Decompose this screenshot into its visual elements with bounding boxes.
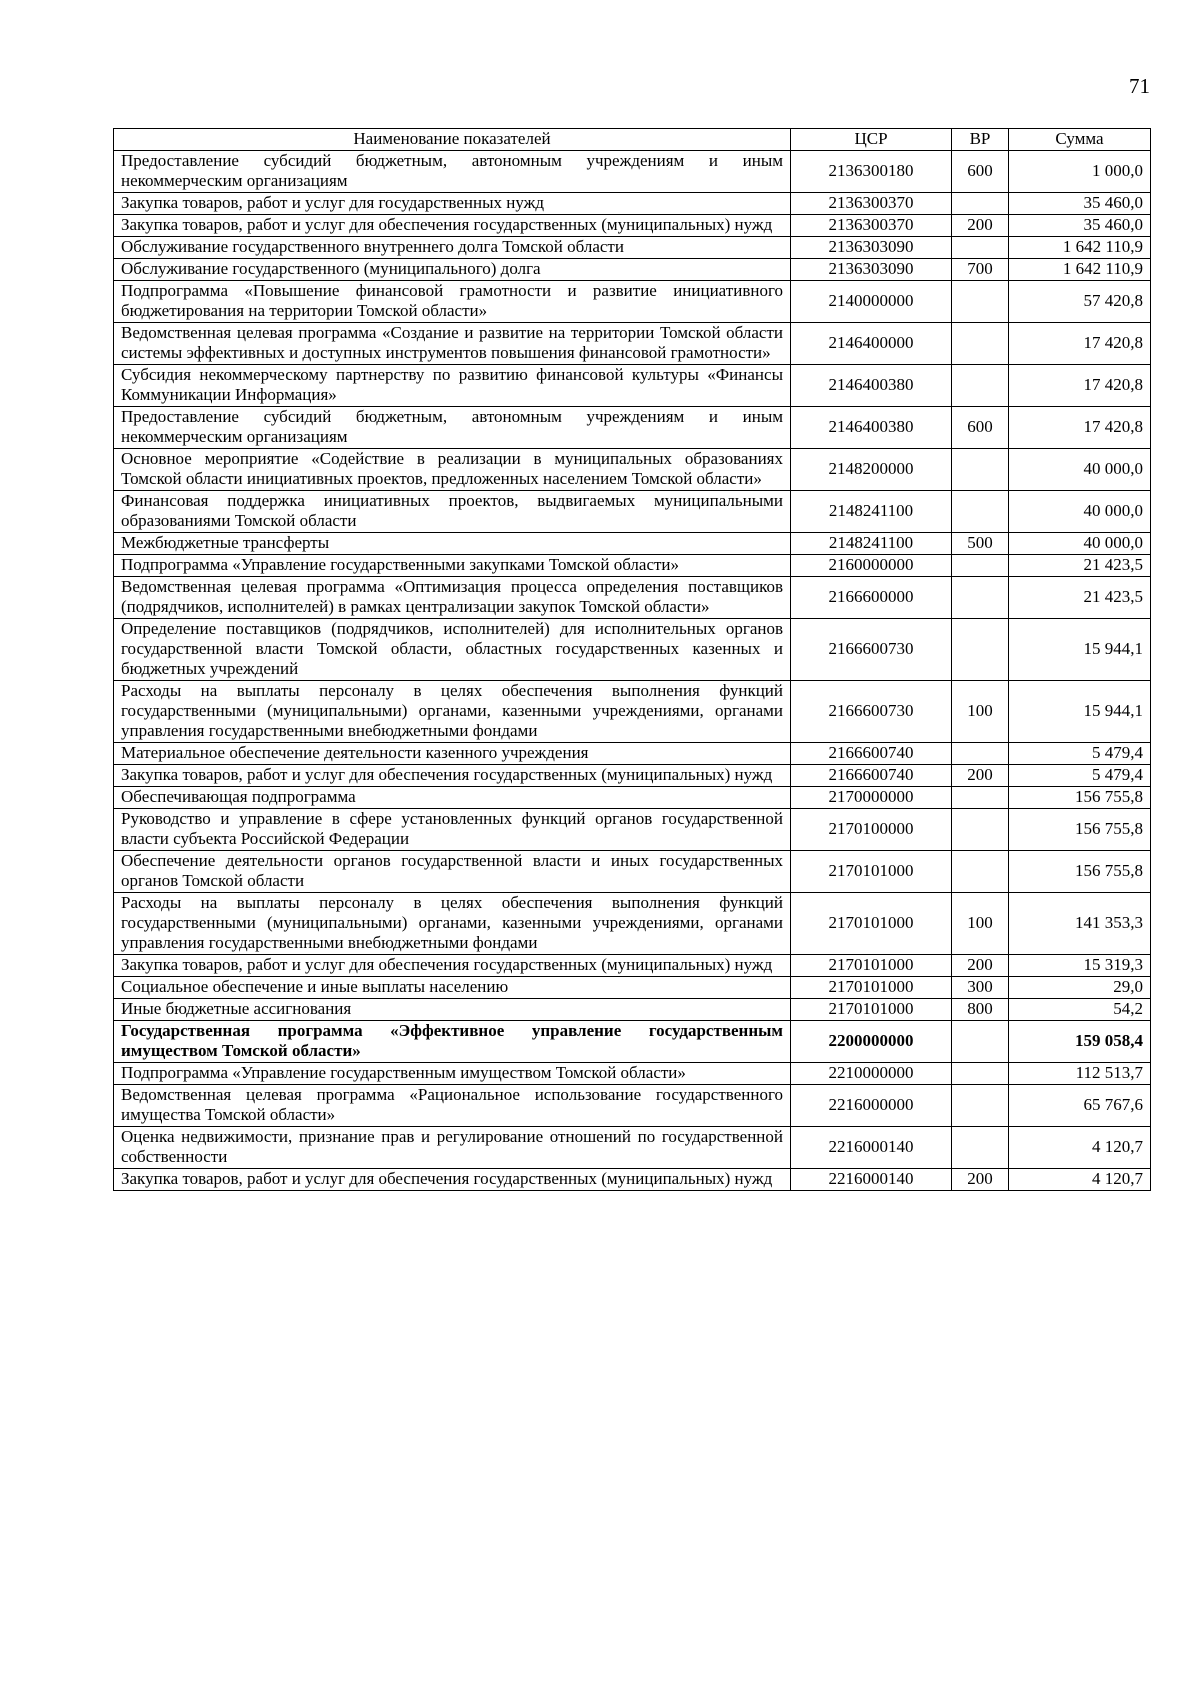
- name-cell: Предоставление субсидий бюджетным, автономным учреждениям и иным некоммерческим организациям: [114, 407, 791, 449]
- table-row: [114, 555, 1151, 577]
- table-row: [114, 619, 1151, 681]
- vr-cell: 800: [952, 999, 1009, 1021]
- sum-cell: 40 000,0: [1009, 533, 1151, 555]
- name-cell: Государственная программа «Эффективное управление государственным имуществом Томской области»: [114, 1021, 791, 1063]
- sum-cell: 159 058,4: [1009, 1021, 1151, 1063]
- csr-cell: 2166600000: [791, 577, 952, 619]
- sum-cell: 1 000,0: [1009, 151, 1151, 193]
- name-cell: Оценка недвижимости, признание прав и регулирование отношений по государственной собственности: [114, 1127, 791, 1169]
- table-row: [114, 1063, 1151, 1085]
- vr-cell: [952, 237, 1009, 259]
- table-row: [114, 215, 1151, 237]
- sum-cell: 1 642 110,9: [1009, 259, 1151, 281]
- vr-cell: 200: [952, 1169, 1009, 1191]
- vr-cell: 100: [952, 681, 1009, 743]
- vr-cell: [952, 323, 1009, 365]
- table-row: [114, 977, 1151, 999]
- csr-cell: 2136300370: [791, 215, 952, 237]
- sum-cell: 15 944,1: [1009, 619, 1151, 681]
- table-row: [114, 681, 1151, 743]
- name-cell: Обеспечивающая подпрограмма: [114, 787, 791, 809]
- sum-cell: 5 479,4: [1009, 765, 1151, 787]
- sum-cell: 17 420,8: [1009, 407, 1151, 449]
- name-cell: Межбюджетные трансферты: [114, 533, 791, 555]
- name-cell: Социальное обеспечение и иные выплаты населению: [114, 977, 791, 999]
- csr-cell: 2136300370: [791, 193, 952, 215]
- sum-cell: 17 420,8: [1009, 323, 1151, 365]
- name-cell: Иные бюджетные ассигнования: [114, 999, 791, 1021]
- csr-cell: 2170000000: [791, 787, 952, 809]
- name-cell: Определение поставщиков (подрядчиков, исполнителей) для исполнительных органов государственной власти Томской области, областных государственных казенных и бюджетных учреждений: [114, 619, 791, 681]
- csr-cell: 2170101000: [791, 999, 952, 1021]
- csr-cell: 2166600740: [791, 765, 952, 787]
- sum-cell: 40 000,0: [1009, 491, 1151, 533]
- name-cell: Ведомственная целевая программа «Создание и развитие на территории Томской области системы эффективных и доступных инструментов повышения финансовой грамотности»: [114, 323, 791, 365]
- sum-cell: 1 642 110,9: [1009, 237, 1151, 259]
- csr-cell: 2166600740: [791, 743, 952, 765]
- csr-cell: 2170101000: [791, 977, 952, 999]
- vr-cell: [952, 555, 1009, 577]
- sum-cell: 112 513,7: [1009, 1063, 1151, 1085]
- sum-cell: 5 479,4: [1009, 743, 1151, 765]
- header-row: [114, 129, 1151, 151]
- table-row: [114, 1021, 1151, 1063]
- csr-cell: 2148200000: [791, 449, 952, 491]
- table-row: [114, 323, 1151, 365]
- sum-cell: 40 000,0: [1009, 449, 1151, 491]
- name-cell: Субсидия некоммерческому партнерству по развитию финансовой культуры «Финансы Коммуникации Информация»: [114, 365, 791, 407]
- csr-cell: 2170100000: [791, 809, 952, 851]
- vr-cell: [952, 577, 1009, 619]
- csr-cell: 2200000000: [791, 1021, 952, 1063]
- sum-cell: 156 755,8: [1009, 851, 1151, 893]
- header-csr: ЦСР: [791, 129, 952, 151]
- sum-cell: 4 120,7: [1009, 1127, 1151, 1169]
- vr-cell: [952, 1021, 1009, 1063]
- name-cell: Финансовая поддержка инициативных проектов, выдвигаемых муниципальными образованиями Томской области: [114, 491, 791, 533]
- csr-cell: 2146400000: [791, 323, 952, 365]
- csr-cell: 2146400380: [791, 407, 952, 449]
- table-row: [114, 193, 1151, 215]
- table-row: [114, 237, 1151, 259]
- name-cell: Закупка товаров, работ и услуг для обеспечения государственных (муниципальных) нужд: [114, 955, 791, 977]
- csr-cell: 2148241100: [791, 533, 952, 555]
- table-row: [114, 851, 1151, 893]
- name-cell: Обслуживание государственного (муниципального) долга: [114, 259, 791, 281]
- sum-cell: 141 353,3: [1009, 893, 1151, 955]
- table-body: [114, 151, 1151, 1191]
- csr-cell: 2160000000: [791, 555, 952, 577]
- vr-cell: [952, 743, 1009, 765]
- sum-cell: 156 755,8: [1009, 809, 1151, 851]
- table-row: [114, 893, 1151, 955]
- header-vr: ВР: [952, 129, 1009, 151]
- vr-cell: [952, 809, 1009, 851]
- csr-cell: 2146400380: [791, 365, 952, 407]
- sum-cell: 21 423,5: [1009, 577, 1151, 619]
- table-row: [114, 407, 1151, 449]
- vr-cell: 200: [952, 215, 1009, 237]
- name-cell: Подпрограмма «Управление государственным имуществом Томской области»: [114, 1063, 791, 1085]
- csr-cell: 2136300180: [791, 151, 952, 193]
- name-cell: Основное мероприятие «Содействие в реализации в муниципальных образованиях Томской области инициативных проектов, предложенных населением Томской области»: [114, 449, 791, 491]
- sum-cell: 29,0: [1009, 977, 1151, 999]
- table-row: [114, 787, 1151, 809]
- table-row: [114, 491, 1151, 533]
- table-row: [114, 743, 1151, 765]
- csr-cell: 2170101000: [791, 893, 952, 955]
- csr-cell: 2210000000: [791, 1063, 952, 1085]
- name-cell: Подпрограмма «Повышение финансовой грамотности и развитие инициативного бюджетирования на территории Томской области»: [114, 281, 791, 323]
- vr-cell: [952, 619, 1009, 681]
- table-header: [114, 129, 1151, 151]
- name-cell: Предоставление субсидий бюджетным, автономным учреждениям и иным некоммерческим организациям: [114, 151, 791, 193]
- name-cell: Ведомственная целевая программа «Оптимизация процесса определения поставщиков (подрядчиков, исполнителей) в рамках централизации закупок Томской области»: [114, 577, 791, 619]
- table-row: [114, 281, 1151, 323]
- table-row: [114, 765, 1151, 787]
- vr-cell: [952, 1085, 1009, 1127]
- page-number: 71: [1129, 74, 1150, 98]
- sum-cell: 35 460,0: [1009, 193, 1151, 215]
- vr-cell: 200: [952, 955, 1009, 977]
- name-cell: Руководство и управление в сфере установленных функций органов государственной власти субъекта Российской Федерации: [114, 809, 791, 851]
- name-cell: Закупка товаров, работ и услуг для обеспечения государственных (муниципальных) нужд: [114, 215, 791, 237]
- csr-cell: 2136303090: [791, 237, 952, 259]
- sum-cell: 156 755,8: [1009, 787, 1151, 809]
- sum-cell: 15 319,3: [1009, 955, 1151, 977]
- vr-cell: 200: [952, 765, 1009, 787]
- csr-cell: 2166600730: [791, 619, 952, 681]
- vr-cell: [952, 193, 1009, 215]
- vr-cell: [952, 1063, 1009, 1085]
- table-row: [114, 449, 1151, 491]
- table-row: [114, 365, 1151, 407]
- name-cell: Расходы на выплаты персоналу в целях обеспечения выполнения функций государственными (муниципальными) органами, казенными учреждениями, органами управления государственными внебюджетными фондами: [114, 893, 791, 955]
- budget-table: [113, 128, 1151, 1191]
- sum-cell: 57 420,8: [1009, 281, 1151, 323]
- table-row: [114, 1127, 1151, 1169]
- csr-cell: 2216000140: [791, 1169, 952, 1191]
- csr-cell: 2166600730: [791, 681, 952, 743]
- table-row: [114, 533, 1151, 555]
- sum-cell: 21 423,5: [1009, 555, 1151, 577]
- table-row: [114, 955, 1151, 977]
- name-cell: Обслуживание государственного внутреннего долга Томской области: [114, 237, 791, 259]
- csr-cell: 2216000140: [791, 1127, 952, 1169]
- name-cell: Закупка товаров, работ и услуг для государственных нужд: [114, 193, 791, 215]
- vr-cell: [952, 491, 1009, 533]
- vr-cell: 600: [952, 407, 1009, 449]
- vr-cell: [952, 449, 1009, 491]
- name-cell: Закупка товаров, работ и услуг для обеспечения государственных (муниципальных) нужд: [114, 765, 791, 787]
- sum-cell: 15 944,1: [1009, 681, 1151, 743]
- name-cell: Обеспечение деятельности органов государственной власти и иных государственных органов Томской области: [114, 851, 791, 893]
- name-cell: Ведомственная целевая программа «Рациональное использование государственного имущества Томской области»: [114, 1085, 791, 1127]
- table-row: [114, 259, 1151, 281]
- vr-cell: 100: [952, 893, 1009, 955]
- csr-cell: 2170101000: [791, 955, 952, 977]
- table-row: [114, 577, 1151, 619]
- sum-cell: 4 120,7: [1009, 1169, 1151, 1191]
- table-row: [114, 999, 1151, 1021]
- name-cell: Закупка товаров, работ и услуг для обеспечения государственных (муниципальных) нужд: [114, 1169, 791, 1191]
- csr-cell: 2136303090: [791, 259, 952, 281]
- vr-cell: 700: [952, 259, 1009, 281]
- sum-cell: 54,2: [1009, 999, 1151, 1021]
- vr-cell: 500: [952, 533, 1009, 555]
- name-cell: Расходы на выплаты персоналу в целях обеспечения выполнения функций государственными (муниципальными) органами, казенными учреждениями, органами управления государственными внебюджетными фондами: [114, 681, 791, 743]
- vr-cell: [952, 281, 1009, 323]
- csr-cell: 2140000000: [791, 281, 952, 323]
- csr-cell: 2216000000: [791, 1085, 952, 1127]
- vr-cell: [952, 1127, 1009, 1169]
- header-name: Наименование показателей: [114, 129, 791, 151]
- header-sum: Сумма: [1009, 129, 1151, 151]
- name-cell: Материальное обеспечение деятельности казенного учреждения: [114, 743, 791, 765]
- sum-cell: 35 460,0: [1009, 215, 1151, 237]
- vr-cell: [952, 787, 1009, 809]
- vr-cell: [952, 851, 1009, 893]
- name-cell: Подпрограмма «Управление государственными закупками Томской области»: [114, 555, 791, 577]
- csr-cell: 2170101000: [791, 851, 952, 893]
- vr-cell: [952, 365, 1009, 407]
- sum-cell: 65 767,6: [1009, 1085, 1151, 1127]
- table-row: [114, 1169, 1151, 1191]
- vr-cell: 300: [952, 977, 1009, 999]
- sum-cell: 17 420,8: [1009, 365, 1151, 407]
- csr-cell: 2148241100: [791, 491, 952, 533]
- table-row: [114, 151, 1151, 193]
- table-row: [114, 1085, 1151, 1127]
- table-row: [114, 809, 1151, 851]
- vr-cell: 600: [952, 151, 1009, 193]
